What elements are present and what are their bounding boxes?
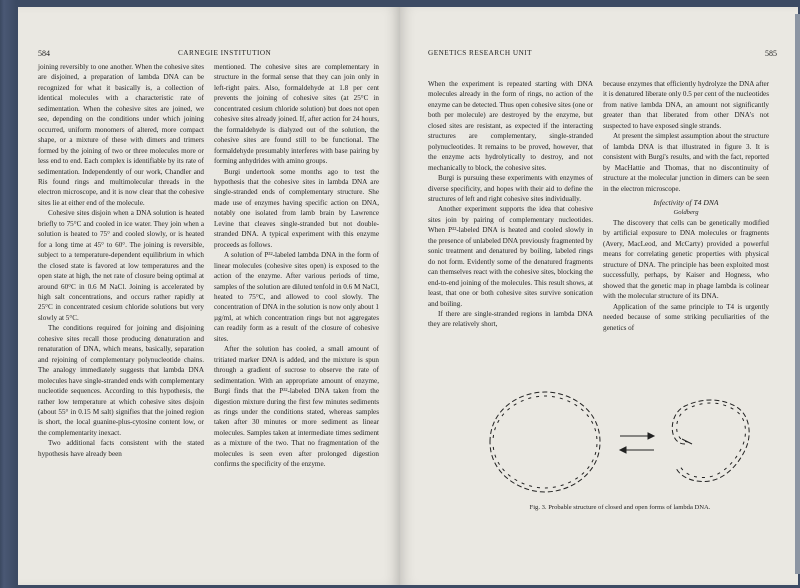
paragraph: If there are single-stranded regions in lambda DNA they are relatively short,	[428, 309, 593, 329]
right-page-number: 585	[765, 49, 777, 58]
left-page-number: 584	[38, 49, 50, 58]
page-edge	[795, 14, 800, 574]
right-column-1	[428, 79, 593, 330]
paragraph: Two additional facts consistent with the stated hypothesis have already been	[38, 439, 204, 458]
paragraph: Another experiment supports the idea that cohesive sites join by pairing of complementary nucleotides. When P³²-labeled DNA is heated and cooled slowly in the presence of unlabeled DNA previously fragmented by sonic treatment and denatured by boiling, labeled rings do not form. Evidently some of the denatured fragments can themselves react with the cohesive sites, blocking the end-to-end joining of the molecules. This result shows, at least, that one or both cohesive sites survive sonication and boiling.	[428, 205, 593, 308]
paragraph: because enzymes that efficiently hydrolyze the DNA after it is denatured liberate only 0.5 per cent of the nucleotides from native lambda DNA, an amount not significantly greater than that liberated from other DNA's not suspected to have exposed single strands.	[603, 80, 769, 130]
paragraph: The discovery that cells can be genetically modified by artificial exposure to DNA molecules or fragments (Avery, MacLeod, and McCarty) provided a powerful means for correlating genetic properties with physical structure of DNA. The principle has been exploited most successfully, perhaps, by Kaiser and Hogness, who showed that the genetic map in phage lambda is colinear with the molecular structure of its DNA.	[603, 218, 769, 301]
paragraph: At present the simplest assumption about the structure of lambda DNA is that illustrated in figure 3. It is consistent with Burgi's results, and with the fact, reported by MacHattie and Thomas, that no discontinuity of structure at the molecular junction in dimers can be seen in the electron microscope.	[603, 132, 769, 193]
paragraph: mentioned. The cohesive sites are complementary in structure in the formal sense that they can join only in left-right pairs. Also, formaldehyde at 1.8 per cent prevents the joining of cohesive sites (at 25°C in concentrated cesium chloride solution) but does not open cohesive sites already joined. If, after action for 24 hours, the formaldehyde is dialyzed out of the solution, the cohesive sites are found still to be functional. The formaldehyde presumably interferes with base pairing by forming anhydrides with amino groups.	[214, 63, 379, 166]
paragraph: When the experiment is repeated starting with DNA molecules already in the form of rings, no action of the enzyme can be detected. Thus open cohesive sites (one or both per molecule) are destroyed by the enzyme, but closed sites are resistant, as expected if the interacting structures are complementary, single-stranded polynucleotides. It remains to be proved, however, that the enzyme acts hydrolytically to destroy, and not mechanically to block, the cohesive sites.	[428, 80, 593, 172]
section-title: Infectivity of T4 DNA	[653, 197, 719, 207]
dna-strand-b	[493, 396, 597, 488]
paragraph: Application of the same principle to T4 is urgently needed because of some striking peculiarities of the genetics of	[603, 302, 769, 332]
open-linear-dna-diagram	[672, 400, 749, 482]
figure-3-dna-diagram	[470, 384, 770, 502]
left-column-2	[214, 62, 379, 470]
paragraph: After the solution has cooled, a small amount of tritiated marker DNA is added, and the mixture is spun through a gradient of sucrose to observe the rate of sedimentation. With an appropriate amount of enzyme, Burgi finds that the P³²-labeled DNA taken from the digestion mixture during the first few minutes sediments as rings under the conditions stated, whereas samples taken after 30 minutes or more sediment as linear molecules. Samples taken at intermediate times sediment as a mixture of the two. That no fragmentation of the molecules is seen even after prolonged digestion confirms the specificity of the enzyme.	[214, 345, 379, 469]
closed-ring-dna-diagram	[490, 392, 600, 492]
right-running-head: GENETICS RESEARCH UNIT	[428, 49, 533, 57]
right-column-2	[603, 79, 769, 333]
section-author: Goldberg	[673, 208, 699, 216]
paragraph: Burgi undertook some months ago to test the hypothesis that the cohesive sites in lambda DNA are single-stranded ends of complementary structure. She made use of enzymes having specific action on DNA, notably one isolated from lamb brain by Lawrence Levine that cleaves single-stranded but not double-stranded DNA. A typical experiment with this enzyme proceeds as follows.	[214, 167, 379, 249]
left-column-1	[38, 62, 204, 459]
paragraph: The conditions required for joining and disjoining cohesive sites recall those producing denaturation and renaturation of DNA, which means, basically, separation and rejoining of complementary polynucleotide chains. The analogy immediately suggests that lambda DNA molecules have single-stranded ends with complementary nucleotide sequences. According to this hypothesis, the rather low temperature at which cohesive sites disjoin (about 55° in 0.15 M salt) signifies that the joined region is short, the local guanine-plus-cytosine content low, or the complementarity inexact.	[38, 324, 204, 437]
paragraph: Burgi is pursuing these experiments with enzymes of diverse specificity, and hopes with their aid to define the structures of left and right cohesive sites individually.	[428, 174, 593, 203]
paragraph: Cohesive sites disjoin when a DNA solution is heated briefly to 75°C and cooled in ice water. They join when a solution is heated to 75° and cooled slowly, or is heated for a long time at 45° to 60°. The joining is reversible, subject to a temperature-dependent equilibrium in which the closed state is favored at low temperatures and the open state at high, the net rate of closure being optimal at around 60°C in 0.6 M NaCl. Joining is accelerated by high salt concentrations, and occurs rather rapidly at 25°C in concentrated cesium chloride solutions but very slowly at 5°C.	[38, 209, 204, 322]
left-page	[18, 7, 400, 585]
equilibrium-arrows	[620, 433, 654, 453]
left-running-head: CARNEGIE INSTITUTION	[178, 49, 272, 57]
dna-strand-d	[677, 403, 746, 478]
dna-strand-a	[490, 392, 600, 492]
figure-caption: Fig. 3. Probable structure of closed and open forms of lambda DNA.	[529, 504, 711, 511]
paragraph: A solution of P³²-labeled lambda DNA in the form of linear molecules (cohesive sites open) is exposed to the action of the enzyme. After various periods of time, samples of the solution are diluted tenfold in 0.6 M NaCl, heated to 75°C, and allowed to cool slowly. The concentration of DNA in the solution is now only about 1 µg/ml, at which concentration rings but not aggregates can readily form as a result of the closure of cohesive sites.	[214, 251, 380, 343]
paragraph: joining reversibly to one another. When the cohesive sites are disjoined, a preparation of lambda DNA can be recognized for what it basically is, a collection of identical molecules with a characteristic rate of sedimentation. When the cohesive sites are joined, we see, depending on the conditions under which joining occurred, uniform monomers of altered, more compact shape, or a mixture of these with dimers and trimers formed by the joining of two or three molecules more or less end to end. Each complex is identifiable by its rate of sedimentation. Independently of our work, Chandler and Ris found rings and multimolecular threads in the electron microscope, and it is now clear that the cohesive sites lie at either end of the molecule.	[38, 63, 204, 207]
